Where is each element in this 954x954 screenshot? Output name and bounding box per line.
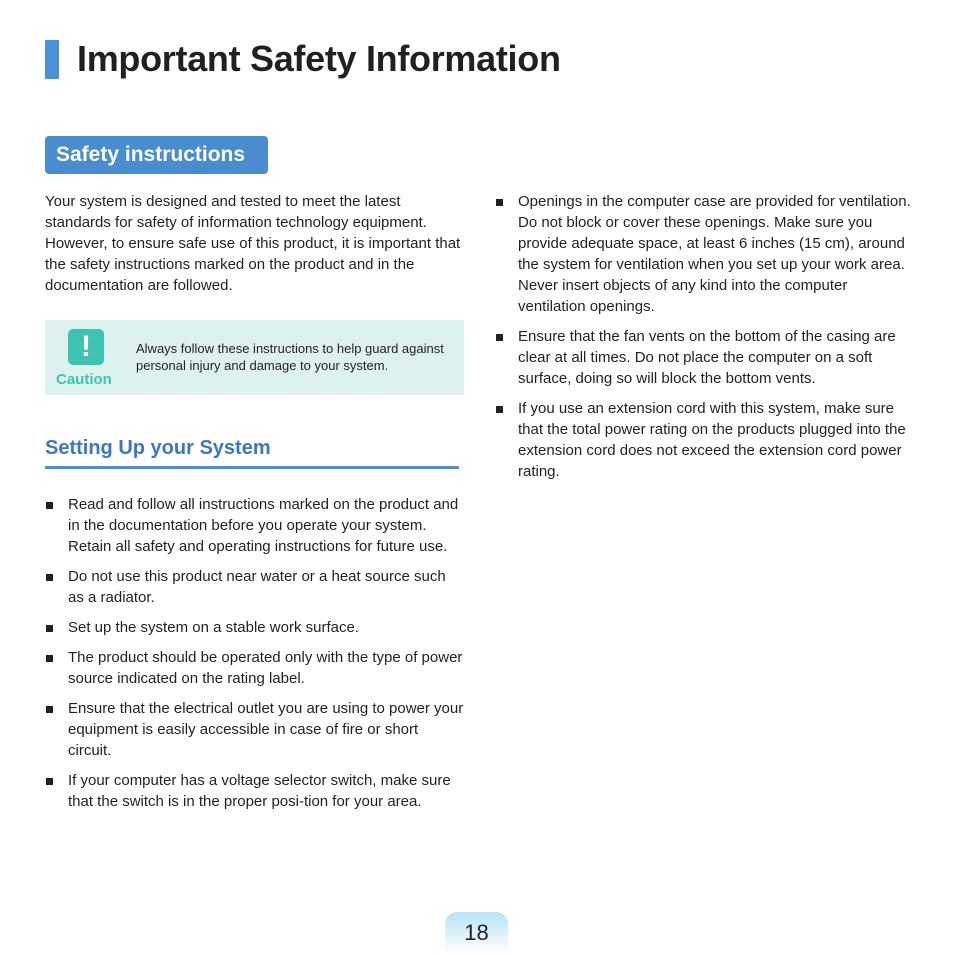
list-item-text: Do not use this product near water or a heat source such as a radiator. (68, 568, 446, 606)
page-title: Important Safety Information (77, 38, 561, 79)
list-item-text: Ensure that the electrical outlet you are using to power your equipment is easily accessible in case of fire or short circuit. (68, 700, 464, 759)
bullet-icon (496, 199, 503, 206)
list-item-text: The product should be operated only with the type of power source indicated on the rating label. (68, 649, 463, 687)
ventilation-list (495, 191, 915, 491)
exclamation-icon: ! (68, 329, 104, 365)
list-item (45, 494, 465, 557)
bullet-icon (46, 574, 53, 581)
setup-list (45, 494, 465, 821)
bullet-icon (46, 625, 53, 632)
list-item (495, 326, 915, 389)
bullet-icon (496, 406, 503, 413)
list-item-text: Set up the system on a stable work surface. (68, 619, 359, 636)
list-item (45, 770, 465, 812)
caution-box (45, 320, 464, 395)
section-tab-safety-instructions: Safety instructions (45, 136, 268, 174)
caution-text: Always follow these instructions to help guard against personal injury and damage to your system. (136, 341, 444, 373)
list-item-text: If you use an extension cord with this system, make sure that the total power rating on the products plugged into the extension cord does not exceed the extension cord power rating. (518, 400, 906, 480)
setup-heading: Setting Up your System (45, 437, 459, 469)
caution-label: Caution (56, 371, 112, 388)
bullet-icon (46, 655, 53, 662)
list-item (495, 398, 915, 482)
list-item-text: Ensure that the fan vents on the bottom of the casing are clear at all times. Do not place the computer on a soft surface, doing so will block the bottom vents. (518, 328, 896, 387)
bullet-icon (496, 334, 503, 341)
list-item (45, 647, 465, 689)
bullet-icon (46, 502, 53, 509)
page-number: 18 (445, 912, 508, 954)
list-item-text: Read and follow all instructions marked on the product and in the documentation before you operate your system. Retain all safety and operating instructions for future use. (68, 496, 459, 555)
list-item (45, 698, 465, 761)
list-item-text: Openings in the computer case are provided for ventilation. Do not block or cover these openings. Make sure you provide adequate space, at least 6 inches (15 cm), around the system for ventilation when you set up your work area. Never insert objects of any kind into the computer ventilation openings. (518, 193, 911, 315)
intro-paragraph: Your system is designed and tested to meet the latest standards for safety of information technology equipment. However, to ensure safe use of this product, it is important that the safety instructions marked on the product and in the documentation are followed. (45, 193, 461, 294)
bullet-icon (46, 706, 53, 713)
title-accent-bar (45, 40, 59, 79)
bullet-icon (46, 778, 53, 785)
list-item-text: If your computer has a voltage selector switch, make sure that the switch is in the proper posi-tion for your area. (68, 772, 451, 810)
list-item (45, 566, 465, 608)
list-item (495, 191, 915, 317)
list-item (45, 617, 465, 638)
